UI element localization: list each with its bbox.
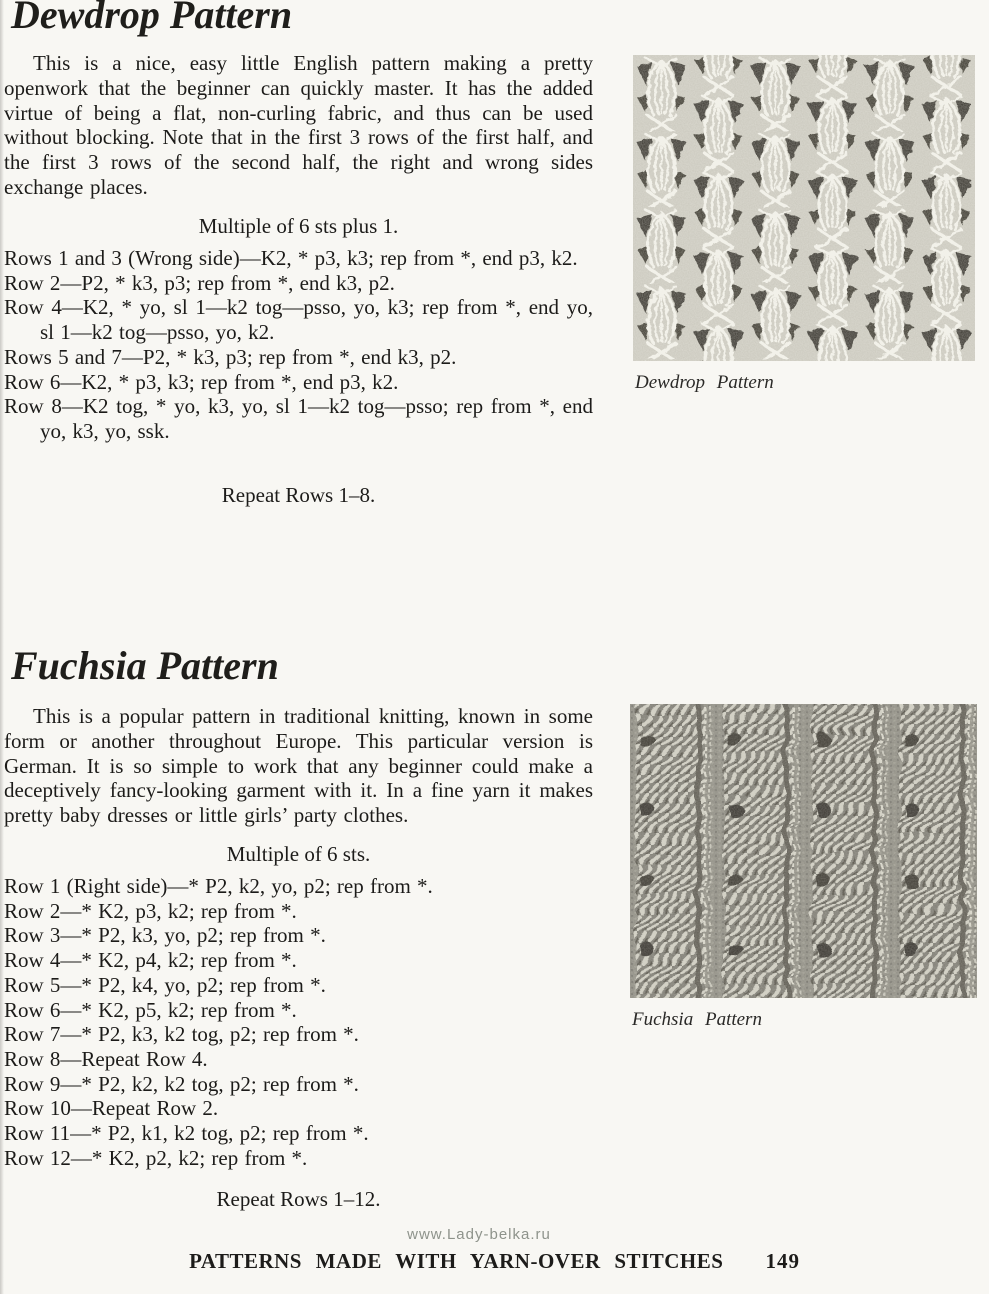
row-instruction: Row 4—* K2, p4, k2; rep from *. bbox=[4, 948, 297, 973]
dewdrop-photo-figure bbox=[633, 55, 975, 393]
dewdrop-swatch-photo bbox=[633, 55, 975, 361]
fuchsia-row-instructions bbox=[4, 874, 593, 1170]
dewdrop-row-instructions bbox=[4, 246, 593, 444]
dewdrop-multiple-line: Multiple of 6 sts plus 1. bbox=[198, 214, 399, 238]
row-instruction: Row 12—* K2, p2, k2; rep from *. bbox=[4, 1145, 308, 1170]
row-instruction: Rows 1 and 3 (Wrong side)—K2, * p3, k3; rep from *, end p3, k2. bbox=[4, 246, 578, 270]
row-instruction: Row 5—* P2, k4, yo, p2; rep from *. bbox=[4, 972, 326, 997]
dewdrop-intro-paragraph: This is a nice, easy little English pattern making a pretty openwork that the beginner can quickly master. It has the added virtue of being a flat, non-curling fabric, and thus can be used without blocking. Note that in the first 3 rows of the first half, and the first 3 rows of the second half, the right and wrong sides exchange places. bbox=[4, 51, 593, 199]
row-instruction: Row 4—K2, * yo, sl 1—k2 tog—psso, yo, k3; rep from *, end yo, sl 1—k2 tog—psso, yo, k2. bbox=[4, 295, 593, 345]
row-instruction: Row 3—* P2, k3, yo, p2; rep from *. bbox=[4, 923, 326, 948]
fuchsia-photo-caption: Fuchsia Pattern bbox=[632, 1009, 762, 1030]
row-instruction: Row 6—K2, * p3, k3; rep from *, end p3, k2. bbox=[4, 369, 399, 394]
fuchsia-repeat-line: Repeat Rows 1–12. bbox=[216, 1187, 381, 1211]
row-instruction: Row 1 (Right side)—* P2, k2, yo, p2; rep from *. bbox=[4, 874, 433, 898]
fuchsia-intro-paragraph: This is a popular pattern in traditional knitting, known in some form or another throughout Europe. This particular version is German. It is so simple to work that any beginner could make a deceptively fancy-looking garment with it. In a fine yarn it makes pretty baby dresses or little girls’ party clothes. bbox=[4, 704, 593, 828]
fuchsia-section-title: Fuchsia Pattern bbox=[11, 643, 279, 688]
row-instruction: Row 8—Repeat Row 4. bbox=[4, 1046, 208, 1071]
watermark-url: www.Lady-belka.ru bbox=[407, 1226, 551, 1243]
row-instruction: Row 2—P2, * k3, p3; rep from *, end k3, p2. bbox=[4, 270, 395, 295]
row-instruction: Row 2—* K2, p3, k2; rep from *. bbox=[4, 898, 297, 923]
fuchsia-swatch-photo bbox=[630, 704, 977, 998]
row-instruction: Row 11—* P2, k1, k2 tog, p2; rep from *. bbox=[4, 1121, 369, 1146]
fuchsia-multiple-line: Multiple of 6 sts. bbox=[226, 842, 371, 866]
footer-chapter-title: PATTERNS MADE WITH YARN-OVER STITCHES bbox=[189, 1249, 724, 1273]
dewdrop-photo-caption: Dewdrop Pattern bbox=[635, 372, 774, 393]
row-instruction: Row 8—K2 tog, * yo, k3, yo, sl 1—k2 tog—psso; rep from *, end yo, k3, yo, ssk. bbox=[4, 394, 593, 443]
row-instruction: Row 7—* P2, k3, k2 tog, p2; rep from *. bbox=[4, 1022, 359, 1047]
row-instruction: Row 10—Repeat Row 2. bbox=[4, 1096, 219, 1121]
running-footer bbox=[0, 1249, 989, 1274]
row-instruction: Row 6—* K2, p5, k2; rep from *. bbox=[4, 997, 297, 1022]
page-number: 149 bbox=[765, 1249, 800, 1273]
dewdrop-repeat-line: Repeat Rows 1–8. bbox=[221, 483, 376, 507]
fuchsia-photo-figure bbox=[630, 704, 977, 1030]
row-instruction: Rows 5 and 7—P2, * k3, p3; rep from *, end k3, p2. bbox=[4, 344, 457, 369]
row-instruction: Row 9—* P2, k2, k2 tog, p2; rep from *. bbox=[4, 1071, 359, 1096]
dewdrop-section-title: Dewdrop Pattern bbox=[11, 0, 293, 37]
